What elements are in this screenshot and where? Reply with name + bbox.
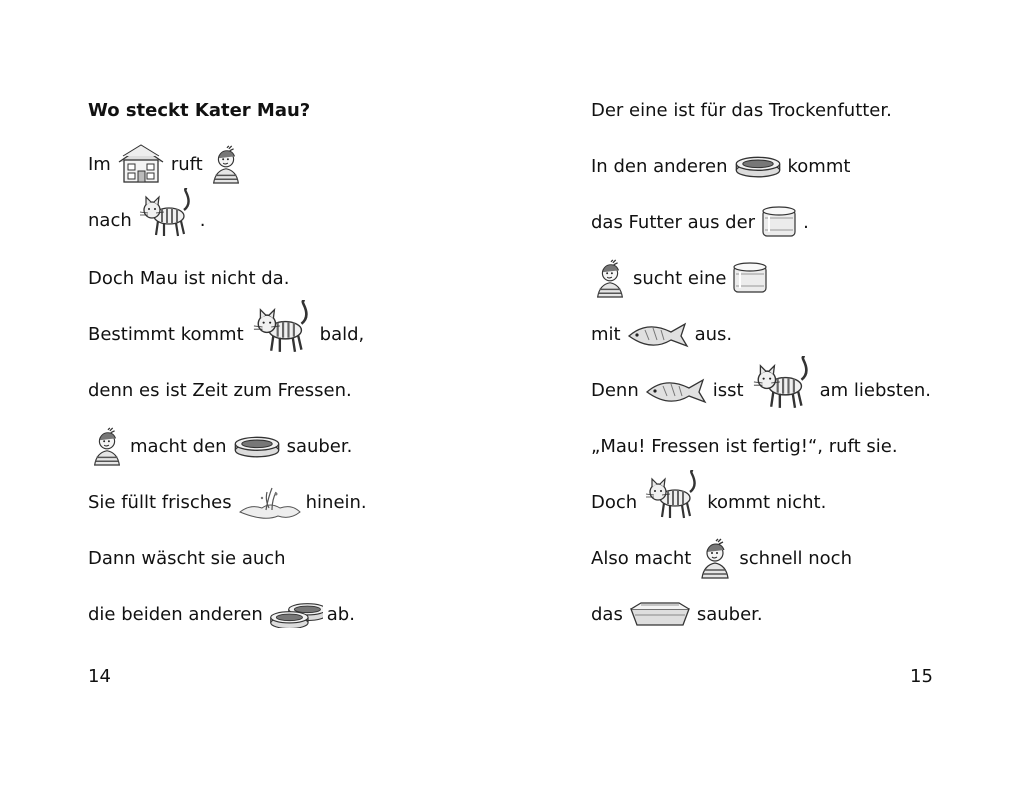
text: Doch [591, 491, 638, 513]
left-line-6 [88, 428, 352, 464]
text: Sie füllt frisches [88, 491, 232, 513]
left-line-5 [88, 372, 352, 408]
left-line-3 [88, 260, 289, 296]
right-line-2 [591, 148, 850, 184]
text: schnell noch [739, 547, 852, 569]
text: In den anderen [591, 155, 728, 177]
can-icon [759, 204, 799, 240]
page-number-left: 14 [88, 666, 111, 687]
fish-icon [643, 374, 709, 406]
text: ruft [170, 153, 203, 175]
right-line-8 [591, 484, 826, 520]
text: ab. [326, 603, 355, 625]
text: isst [712, 379, 744, 401]
bowl-icon [231, 433, 283, 459]
text: die beiden anderen [88, 603, 263, 625]
text: kommt [787, 155, 851, 177]
text: Bestimmt kommt [88, 323, 244, 345]
fish-icon [625, 318, 691, 350]
text: kommt nicht. [707, 491, 827, 513]
text: Denn [591, 379, 639, 401]
text: Doch Mau ist nicht da. [88, 267, 290, 289]
text: das Futter aus der [591, 211, 756, 233]
text: Also macht [591, 547, 692, 569]
left-line-7 [88, 484, 367, 520]
right-line-3 [591, 204, 809, 240]
right-line-10 [591, 596, 763, 632]
story-title-line [88, 92, 310, 128]
text: „Mau! Fressen ist fertig!“, ruft sie. [591, 435, 898, 457]
cat-icon [136, 188, 196, 238]
text: sauber. [696, 603, 763, 625]
cat-icon [641, 470, 703, 520]
text: nach [88, 209, 132, 231]
right-line-6 [591, 372, 931, 408]
text: aus. [694, 323, 733, 345]
left-line-8 [88, 540, 286, 576]
right-line-1 [591, 92, 892, 128]
text: Dann wäscht sie auch [88, 547, 286, 569]
two-bowls-icon [267, 600, 323, 628]
water-icon [236, 484, 302, 520]
text: . [199, 209, 206, 231]
house-icon [115, 144, 167, 184]
text: hinein. [305, 491, 367, 513]
girl-icon [695, 536, 735, 580]
right-line-5 [591, 316, 732, 352]
girl-icon [88, 426, 126, 466]
cat-icon [748, 356, 816, 410]
bowl-icon [732, 153, 784, 179]
text: denn es ist Zeit zum Fressen. [88, 379, 352, 401]
right-line-4 [591, 260, 774, 296]
litter-box-icon [627, 599, 693, 629]
text: macht den [130, 435, 227, 457]
cat-icon [248, 300, 316, 354]
text: Im [88, 153, 111, 175]
girl-icon [207, 144, 245, 184]
can-icon [730, 260, 770, 296]
text: das [591, 603, 623, 625]
left-line-9 [88, 596, 355, 632]
text: Der eine ist für das Trockenfutter. [591, 99, 892, 121]
text: . [803, 211, 809, 233]
text: bald, [319, 323, 365, 345]
right-line-9 [591, 540, 852, 576]
girl-icon [591, 258, 629, 298]
left-line-1 [88, 146, 249, 182]
left-line-2 [88, 202, 205, 238]
page-number-right: 15 [910, 666, 933, 687]
right-line-7 [591, 428, 898, 464]
text: sauber. [286, 435, 353, 457]
text: mit [591, 323, 621, 345]
text: sucht eine [633, 267, 727, 289]
left-line-4 [88, 316, 364, 352]
text: am liebsten. [819, 379, 932, 401]
story-title: Wo steckt Kater Mau? [88, 99, 311, 121]
